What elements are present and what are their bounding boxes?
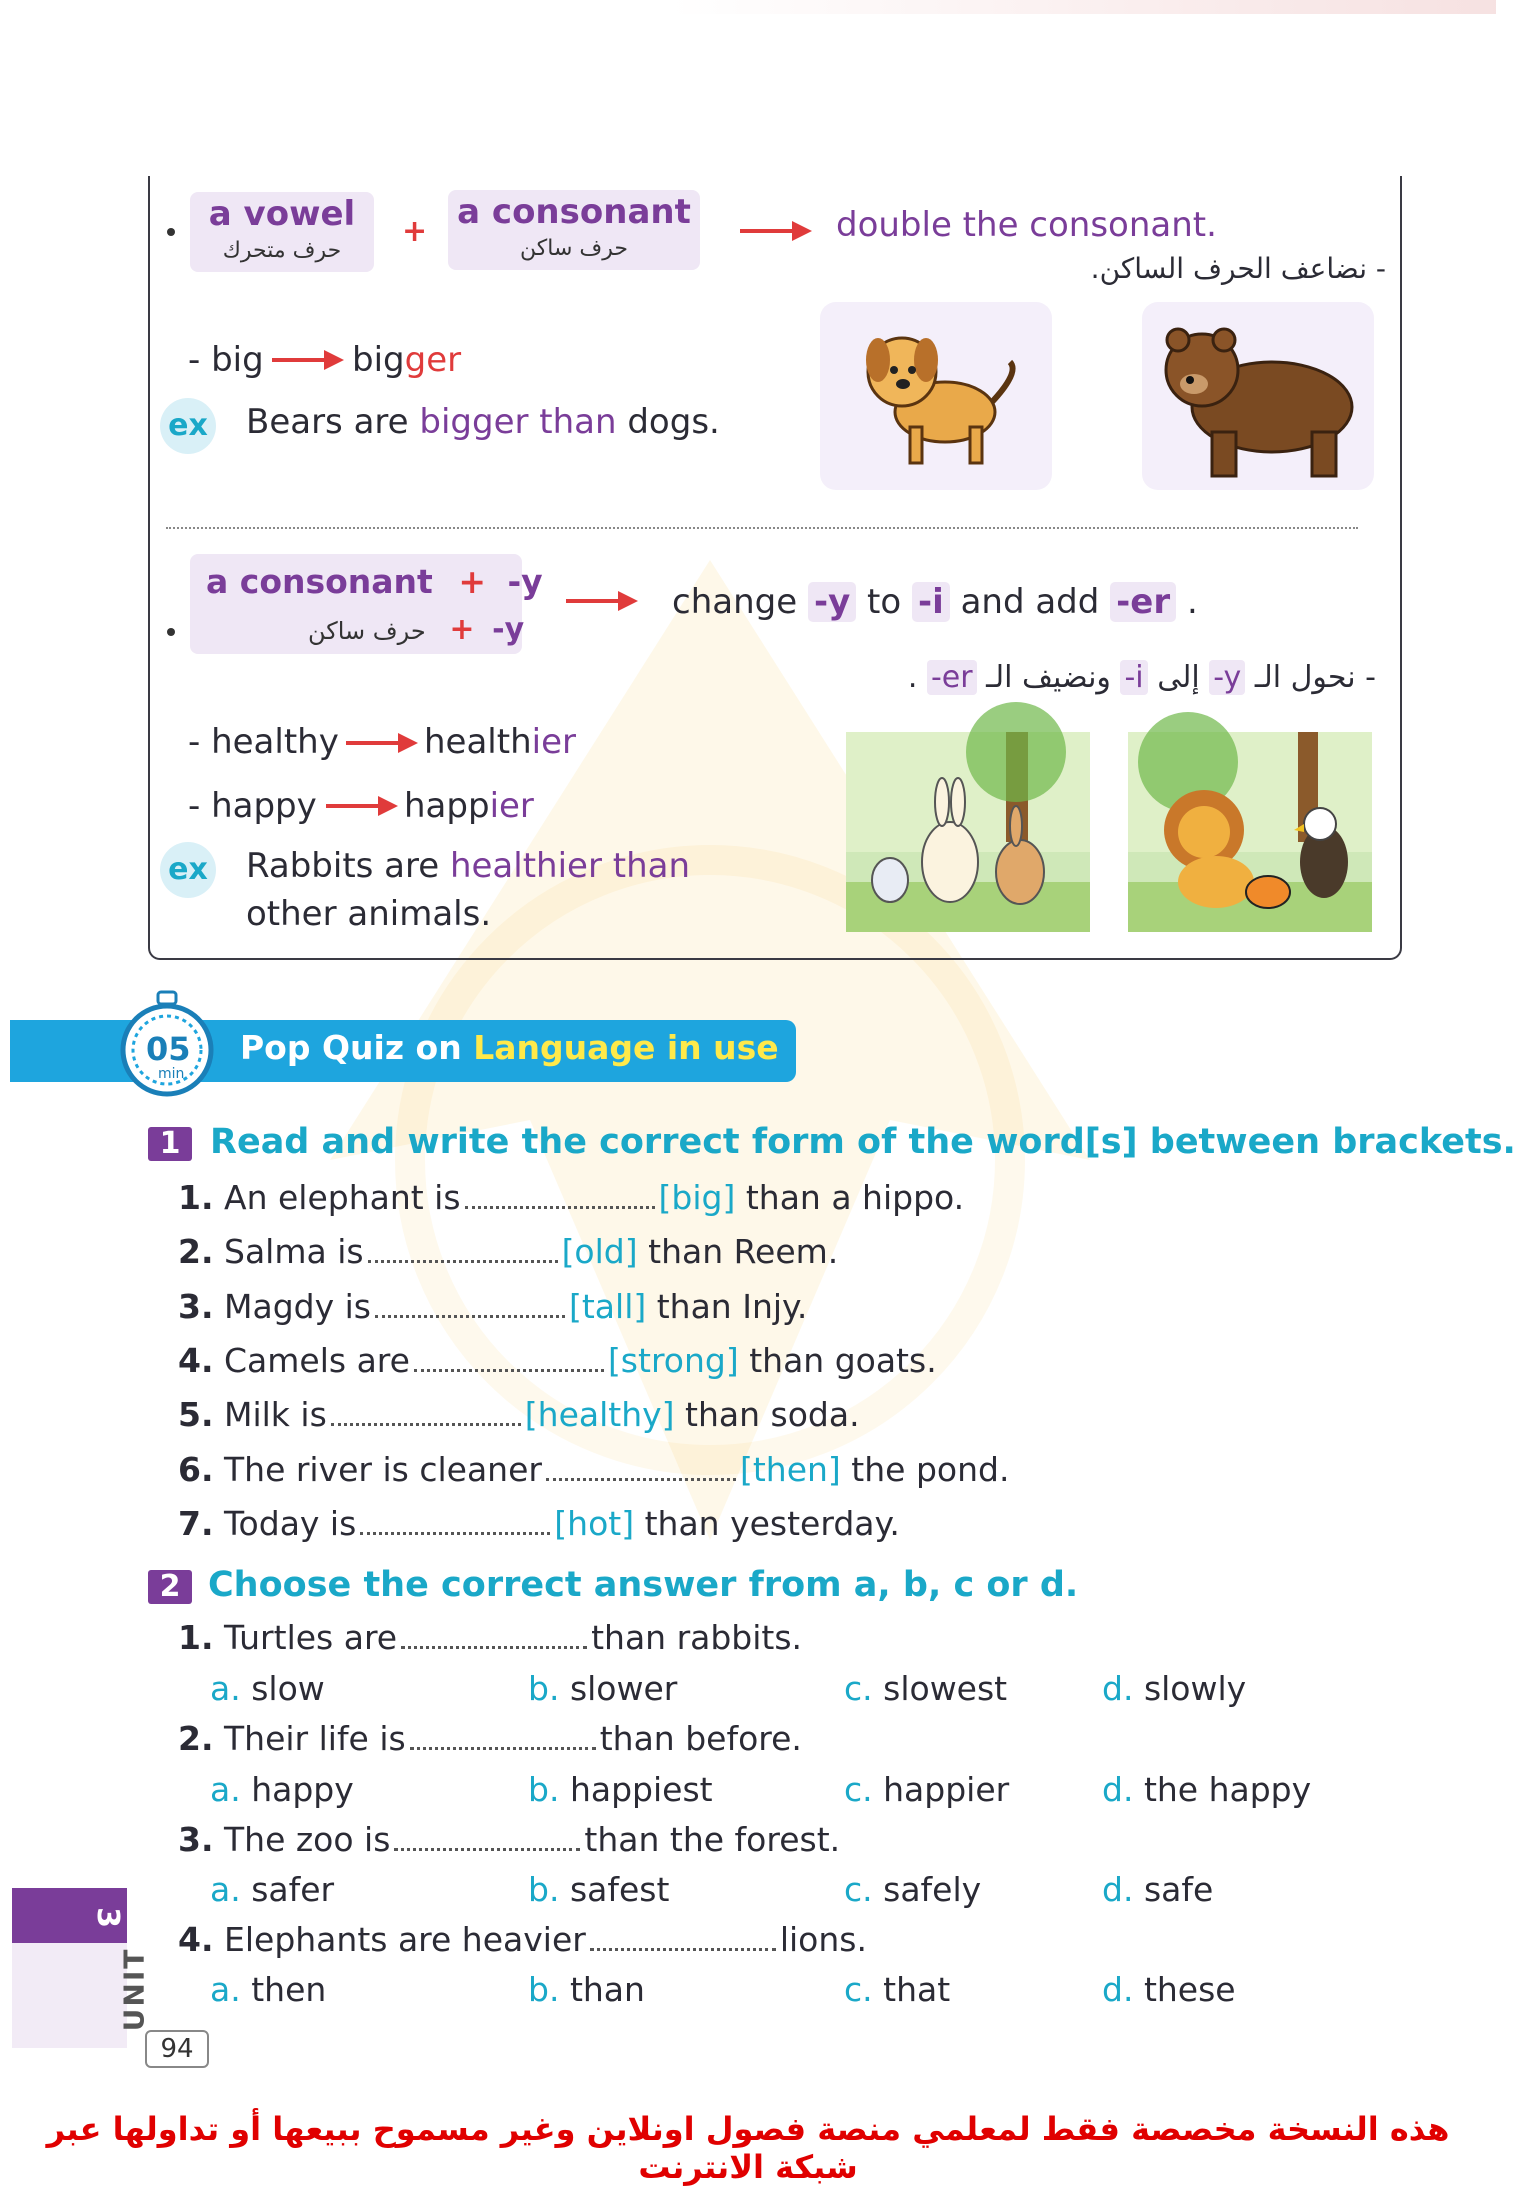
and-add-word: and add: [960, 582, 1100, 622]
question-text-after: than goats.: [749, 1341, 937, 1380]
answer-option[interactable]: [528, 1669, 677, 1708]
question-text-before: The river is cleaner: [224, 1450, 542, 1489]
answer-blank[interactable]: [368, 1239, 558, 1263]
er-suffix: -er: [1110, 582, 1176, 622]
option-text: happiest: [569, 1770, 713, 1809]
answer-option[interactable]: [210, 1970, 326, 2009]
arrow-icon: [272, 347, 344, 373]
question-text-after: than soda.: [685, 1395, 860, 1434]
option-text: the happy: [1143, 1770, 1312, 1809]
question-text-after: than the forest.: [584, 1820, 841, 1859]
bracket-word: [tall]: [568, 1287, 647, 1326]
question-row: [178, 1820, 840, 1859]
option-text: then: [251, 1970, 327, 2009]
unit-tab: [12, 1888, 151, 2048]
option-letter: a.: [210, 1669, 241, 1708]
option-letter: d.: [1102, 1870, 1134, 1909]
question-text-before: Today is: [224, 1504, 357, 1543]
pop-quiz-title: [240, 1028, 779, 1067]
option-letter: a.: [210, 1970, 241, 2009]
question-row: [178, 1232, 838, 1271]
question-text-before: An elephant is: [224, 1178, 461, 1217]
consonant-arabic: حرف ساكن: [520, 236, 628, 261]
option-letter: d.: [1102, 1669, 1134, 1708]
ex-badge: ex: [160, 842, 216, 898]
question-number: 1.: [178, 1618, 214, 1657]
option-letter: a.: [210, 1770, 241, 1809]
consonant-label: a consonant: [457, 192, 691, 232]
bracket-word: [strong]: [607, 1341, 739, 1380]
option-letter: d.: [1102, 1970, 1134, 2009]
arrow-icon: [566, 588, 638, 614]
option-text: safe: [1143, 1870, 1214, 1909]
y-suffix: -y: [1209, 660, 1245, 695]
question-row: [178, 1395, 860, 1434]
answer-blank[interactable]: [401, 1625, 587, 1649]
option-text: that: [883, 1970, 951, 2009]
ex-badge: ex: [160, 398, 216, 454]
sentence-start: Rabbits are: [246, 846, 450, 886]
bracket-word: [old]: [561, 1232, 638, 1271]
section-number: 1: [148, 1127, 192, 1161]
unit-label: UNIT: [117, 1947, 151, 2032]
question-text-after: than yesterday.: [644, 1504, 900, 1543]
bracket-word: [hot]: [554, 1504, 635, 1543]
scan-header-strip: [670, 0, 1496, 14]
option-text: these: [1143, 1970, 1236, 2009]
answer-blank[interactable]: [375, 1294, 565, 1318]
question-text-before: The zoo is: [224, 1820, 391, 1859]
consonant-arabic: حرف ساكن: [308, 617, 426, 645]
question-row: [178, 1178, 964, 1217]
ar-part: - نحول الـ: [1254, 660, 1376, 695]
answer-blank[interactable]: [590, 1927, 776, 1951]
dog-illustration: [820, 302, 1052, 490]
question-text-before: Camels are: [224, 1341, 410, 1380]
question-text-after: lions.: [779, 1920, 867, 1959]
answer-blank[interactable]: [360, 1511, 550, 1535]
vowel-arabic: حرف متحرك: [222, 238, 342, 263]
rabbits-illustration: [846, 732, 1090, 932]
vowel-pill: [190, 192, 374, 272]
answer-option[interactable]: [1102, 1669, 1246, 1708]
option-letter: b.: [528, 1870, 560, 1909]
page-number: 94: [145, 2030, 209, 2068]
consonant-y-pill: [190, 554, 543, 654]
arrow-icon: [740, 218, 812, 244]
option-letter: b.: [528, 1669, 560, 1708]
sentence-highlight: bigger than: [419, 402, 617, 442]
question-text-after: than Injy.: [656, 1287, 808, 1326]
plus-sign: +: [402, 214, 428, 249]
option-letter: d.: [1102, 1770, 1134, 1809]
question-number: 2.: [178, 1719, 214, 1758]
question-number: 3.: [178, 1287, 214, 1326]
er-suffix: -er: [927, 660, 977, 695]
section-title: Choose the correct answer from a, b, c or d.: [208, 1565, 1079, 1605]
bracket-word: [then]: [739, 1450, 841, 1489]
example-healthy: - healthy: [188, 722, 339, 762]
question-row: [178, 1287, 807, 1326]
y-suffix: -y: [808, 582, 856, 622]
consonant-pill: [448, 190, 700, 270]
answer-option[interactable]: [528, 1870, 669, 1909]
y-suffix: -y: [507, 562, 543, 601]
to-word: to: [867, 582, 902, 622]
option-letter: b.: [528, 1770, 560, 1809]
option-text: safer: [251, 1870, 335, 1909]
answer-blank[interactable]: [465, 1185, 655, 1209]
example-happier: [404, 786, 534, 826]
divider: [166, 527, 1358, 529]
question-text-after: the pond.: [851, 1450, 1010, 1489]
question-number: 7.: [178, 1504, 214, 1543]
bracket-word: [big]: [658, 1178, 736, 1217]
answer-blank[interactable]: [331, 1402, 521, 1426]
answer-blank[interactable]: [414, 1348, 604, 1372]
answer-option[interactable]: [210, 1669, 325, 1708]
rule1-result-arabic: - نضاعف الحرف الساكن.: [1090, 252, 1386, 285]
timer-value: 05: [146, 1030, 191, 1068]
question-number: 5.: [178, 1395, 214, 1434]
question-row: [178, 1719, 802, 1758]
question-row: [178, 1450, 1009, 1489]
question-number: 6.: [178, 1450, 214, 1489]
question-row: [178, 1920, 867, 1959]
option-letter: c.: [844, 1970, 873, 2009]
answer-option[interactable]: [528, 1970, 645, 2009]
question-text-before: Milk is: [224, 1395, 327, 1434]
unit-tab-bottom: [12, 1943, 127, 2048]
question-number: 4.: [178, 1341, 214, 1380]
answer-option[interactable]: [210, 1770, 354, 1809]
question-text-after: than before.: [599, 1719, 802, 1758]
option-letter: c.: [844, 1669, 873, 1708]
question-text-after: than a hippo.: [745, 1178, 965, 1217]
example-stem: happ: [404, 786, 490, 826]
question-text-before: Salma is: [224, 1232, 364, 1271]
sentence-highlight: healthier than: [449, 846, 691, 886]
arrow-icon: [346, 730, 418, 756]
unit-number: 3: [89, 1907, 125, 1928]
plus-sign: +: [458, 562, 486, 601]
quiz-title-highlight: Language in use: [473, 1028, 779, 1067]
example-stem: health: [424, 722, 532, 762]
period: .: [907, 660, 918, 695]
timer-unit: min: [158, 1066, 185, 1082]
plus-sign: +: [449, 612, 475, 647]
option-letter: a.: [210, 1870, 241, 1909]
option-text: slowest: [883, 1669, 1008, 1708]
option-text: happier: [883, 1770, 1010, 1809]
answer-option[interactable]: [844, 1970, 950, 2009]
question-text-before: Turtles are: [224, 1618, 398, 1657]
rule1-result: double the consonant.: [836, 205, 1217, 245]
change-rule-text: [672, 582, 1198, 622]
y-suffix: -y: [492, 612, 525, 647]
example-happy: - happy: [188, 786, 317, 826]
option-text: slow: [251, 1669, 325, 1708]
answer-option[interactable]: [1102, 1970, 1236, 2009]
question-text-before: Magdy is: [224, 1287, 371, 1326]
section-number: 2: [148, 1570, 192, 1604]
question-text-after: than rabbits.: [591, 1618, 803, 1657]
answer-option[interactable]: [210, 1870, 334, 1909]
change-word: change: [672, 582, 798, 622]
bullet: [167, 228, 175, 236]
question-row: [178, 1341, 937, 1380]
rule2-arabic: [908, 660, 1376, 695]
question-row: [178, 1504, 900, 1543]
example-result-suffix: ger: [404, 340, 462, 380]
option-text: safest: [569, 1870, 670, 1909]
question-text-before: Elephants are heavier: [224, 1920, 586, 1959]
example-result-stem: big: [352, 340, 405, 380]
bear-illustration: [1142, 302, 1374, 490]
i-suffix: -i: [912, 582, 950, 622]
bracket-word: [healthy]: [524, 1395, 675, 1434]
answer-blank[interactable]: [410, 1726, 596, 1750]
question-number: 1.: [178, 1178, 214, 1217]
ar-part: إلى: [1157, 660, 1200, 695]
option-letter: c.: [844, 1870, 873, 1909]
answer-option[interactable]: [844, 1669, 1007, 1708]
question-number: 3.: [178, 1820, 214, 1859]
lion-eagle-tiger-illustration: [1128, 732, 1372, 932]
example-base: - big: [188, 340, 264, 380]
answer-option[interactable]: [528, 1770, 713, 1809]
question-row: [178, 1618, 802, 1657]
option-text: safely: [883, 1870, 982, 1909]
answer-option[interactable]: [1102, 1870, 1213, 1909]
option-text: slower: [569, 1669, 678, 1708]
question-number: 2.: [178, 1232, 214, 1271]
option-letter: b.: [528, 1970, 560, 2009]
answer-blank[interactable]: [546, 1457, 736, 1481]
answer-option[interactable]: [1102, 1770, 1311, 1809]
example-healthier: [424, 722, 576, 762]
i-suffix: -i: [1120, 660, 1147, 695]
rule1-example-sentence: [246, 402, 720, 442]
vowel-label: a vowel: [208, 194, 356, 234]
section-title: Read and write the correct form of the word[s] between brackets.: [210, 1122, 1516, 1162]
answer-option[interactable]: [844, 1870, 981, 1909]
answer-option[interactable]: [844, 1770, 1009, 1809]
option-text: happy: [251, 1770, 354, 1809]
sentence-start: Bears are: [246, 402, 420, 442]
bullet: [167, 628, 175, 636]
example-result: [352, 340, 461, 380]
footer-notice: هذه النسخة مخصصة فقط لمعلمي منصة فصول اونلاين وغير مسموح ببيعها أو تداولها عبر شبكة الانترنت: [46, 2110, 1450, 2186]
example-suffix: ier: [489, 786, 534, 826]
question-text-before: Their life is: [224, 1719, 406, 1758]
option-text: than: [569, 1970, 645, 2009]
rule2-example-sentence: [246, 846, 690, 886]
sentence-end: dogs.: [616, 402, 720, 442]
option-letter: c.: [844, 1770, 873, 1809]
quiz-title-start: Pop Quiz on: [240, 1028, 474, 1067]
question-number: 4.: [178, 1920, 214, 1959]
question-text-after: than Reem.: [648, 1232, 839, 1271]
example-suffix: ier: [531, 722, 576, 762]
option-text: slowly: [1143, 1669, 1247, 1708]
arrow-icon: [326, 793, 398, 819]
answer-blank[interactable]: [394, 1827, 580, 1851]
consonant-label: a consonant: [206, 562, 433, 601]
period: .: [1186, 582, 1198, 622]
rule2-example-sentence-end: other animals.: [246, 894, 492, 934]
ar-part: ونضيف الـ: [986, 660, 1111, 695]
